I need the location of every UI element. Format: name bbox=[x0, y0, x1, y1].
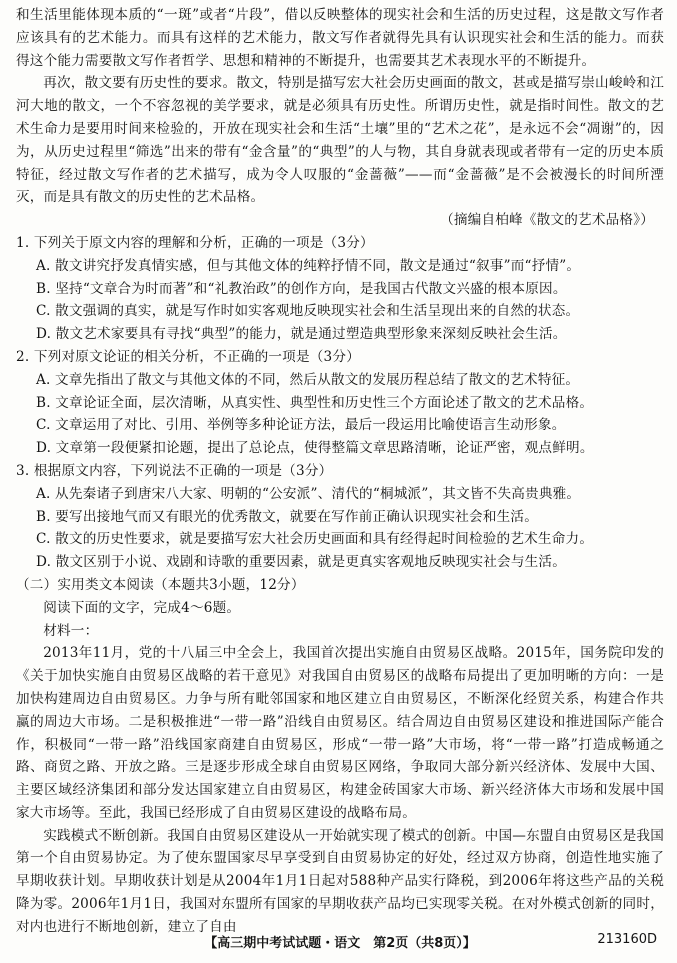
answer-option: B. 坚持“文章合为时而著”和“礼教治政”的创作方向，是我国古代散文兴盛的根本原因。 bbox=[36, 280, 567, 297]
paragraph: 2013年11月，党的十八届三中全会上，我国首次提出实施自由贸易区战略。2015年，国务院印发的《关于加快实施自由贸易区战略的若干意见》对我国自由贸易区的战略布局提出了更加明晰的方向：一是加快构建周边自由贸易区。力争与所有毗邻国家和地区建立自由贸易区，不断深化经贸关系，构建合作共赢的周边大市场。二是积极推进“一带一路”沿线自由贸易区。结合周边自由贸易区建设和推进国际产能合作，积极同“一带一路”沿线国家商建自由贸易区，形成“一带一路”大市场，将“一带一路”打造成畅通之路、商贸之路、开放之路。三是逐步形成全球自由贸易区网络，争取同大部分新兴经济体、发展中大国、主要区域经济集团和部分发达国家建立自由贸易区，构建金砖国家大市场、新兴经济体大市场和发展中国家大市场等。至此，我国已经形成了自由贸易区建设的战略布局。 bbox=[16, 645, 664, 821]
answer-option: C. 散文的历史性要求，就是要描写宏大社会历史画面和具有经得起时间检验的艺术生命力。 bbox=[36, 531, 594, 548]
answer-option: D. 散文艺术家要具有寻找“典型”的能力，就是通过塑造典型形象来深刻反映社会生活。 bbox=[36, 326, 567, 343]
answer-option: B. 文章论证全面，层次清晰，从真实性、典型性和历史性三个方面论述了散文的艺术品格。 bbox=[36, 394, 594, 411]
question-stem: 1. 下列关于原文内容的理解和分析，正确的一项是（3分） bbox=[16, 234, 374, 251]
paragraph: 和生活里能体现本质的“一斑”或者“片段”，借以反映整体的现实社会和生活的历史过程，这是散文写作者应该具有的艺术能力。而具有这样的艺术能力，散文写作者就得先具有认识现实社会和生活的能力。而获得这个能力需要散文写作者哲学、思想和精神的不断提升，也需要其艺术表现水平的不断提升。 bbox=[16, 7, 664, 69]
answer-option: D. 散文区别于小说、戏剧和诗歌的重要因素，就是更真实客观地反映现实社会与生活。 bbox=[36, 554, 567, 571]
answer-option: A. 散文讲究抒发真情实感，但与其他文体的纯粹抒情不同，散文是通过“叙事”而“抒情”。 bbox=[36, 257, 581, 274]
source-citation: （摘编自柏峰《散文的艺术品格》） bbox=[440, 212, 654, 229]
paragraph: 材料一： bbox=[43, 622, 99, 639]
question-stem: 2. 下列对原文论证的相关分析，不正确的一项是（3分） bbox=[16, 348, 360, 365]
paragraph: 实践模式不断创新。我国自由贸易区建设从一开始就实现了模式的创新。中国—东盟自由贸易区是我国第一个自由贸易协定。为了使东盟国家尽早享受到自由贸易协定的好处，经过双方协商，创造性地实施了早期收获计划。早期收获计划是从2004年1月1日起对588种产品实行降税，到2006年将这些产品的关税降为零。2006年1月1日，我国对东盟所有国家的早期收获产品均已实现零关税。在对外模式创新的同时，对内也进行不断地创新，建立了自由 bbox=[16, 827, 664, 935]
answer-option: A. 文章先指出了散文与其他文体的不同，然后从散文的发展历程总结了散文的艺术特征。 bbox=[36, 371, 580, 388]
answer-option: C. 文章运用了对比、引用、举例等多种论证方法，最后一段运用比喻使语言生动形象。 bbox=[36, 417, 566, 434]
answer-option: D. 文章第一段便紧扣论题，提出了总论点，使得整篇文章思路清晰，论证严密，观点鲜明。 bbox=[36, 440, 594, 457]
paragraph: 再次，散文要有历史性的要求。散文，特别是描写宏大社会历史画面的散文，甚或是描写崇山峻岭和江河大地的散文，一个不容忽视的美学要求，就是必须具有历史性。所谓历史性，就是指时间性。散文的艺术生命力是要用时间来检验的，开放在现实社会和生活“土壤”里的“艺术之花”，是永远不会“凋谢”的，因为，从历史过程里“筛选”出来的带有“金含量”的“典型”的人与物，其自身就表现或者带有一定的历史本质特征，经过散文写作者的艺术描写，成为令人叹服的“金蔷薇”——而“金蔷薇”是不会被漫长的时间所湮灭，而是具有散文的历史性的艺术品格。 bbox=[16, 75, 664, 206]
answer-option: C. 散文强调的真实，就是写作时如实客观地反映现实社会和生活呈现出来的自然的状态。 bbox=[36, 303, 580, 320]
answer-option: A. 从先秦诸子到唐宋八大家、明朝的“公安派”、清代的“桐城派”，其文皆不失高贵典雅。 bbox=[36, 485, 581, 502]
answer-option: B. 要写出接地气而又有眼光的优秀散文，就要在写作前正确认识现实社会和生活。 bbox=[36, 508, 539, 525]
footer-title: 【高三期中考试试题・语文 第2页（共8页）】 bbox=[204, 936, 476, 951]
section-heading: （二）实用类文本阅读（本题共3小题，12分） bbox=[16, 576, 305, 593]
document-page bbox=[16, 4, 664, 939]
footer-code: 213160D bbox=[597, 932, 657, 947]
paragraph: 阅读下面的文字，完成4～6题。 bbox=[43, 599, 241, 616]
question-stem: 3. 根据原文内容，下列说法不正确的一项是（3分） bbox=[16, 462, 333, 479]
